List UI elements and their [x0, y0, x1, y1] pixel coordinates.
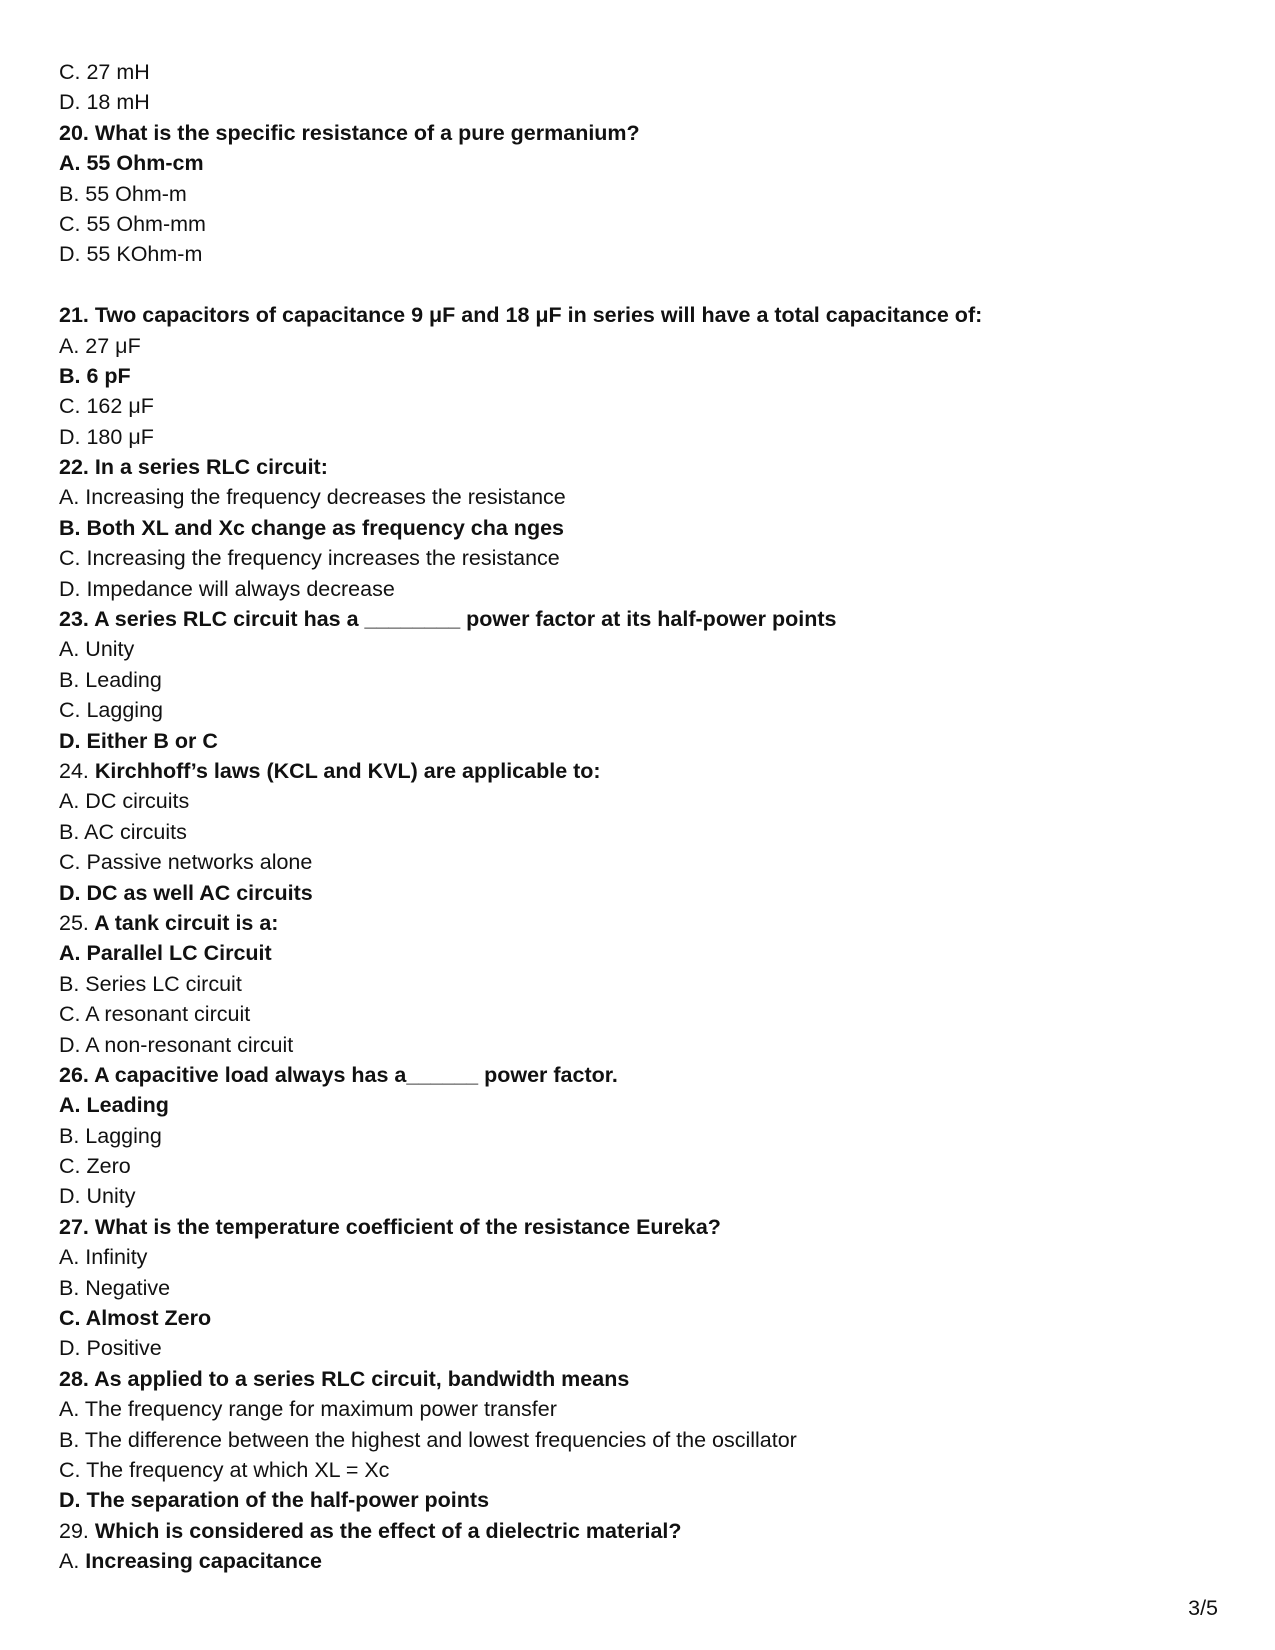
option-b-q28: B. The difference between the highest and lowest frequencies of the oscillator [59, 1427, 797, 1452]
question-number: 28. [59, 1366, 89, 1391]
option-d-q25: D. A non-resonant circuit [59, 1032, 294, 1057]
question-number: 24. [59, 758, 89, 783]
option-d-q23-answer: D. Either B or C [59, 728, 218, 753]
question-number: 20. [59, 120, 89, 145]
option-c-q22: C. Increasing the frequency increases the resistance [59, 546, 560, 571]
question-number: 23. [59, 607, 89, 632]
question-23 [59, 604, 1219, 634]
option-a-q25-answer: A. Parallel LC Circuit [59, 941, 272, 966]
option-a-q21: A. 27 μF [59, 333, 141, 358]
option-b-q21-answer: B. 6 pF [59, 363, 131, 388]
option-a-q29 [59, 1546, 1219, 1576]
option-d-q26: D. Unity [59, 1184, 136, 1209]
question-text: A capacitive load always has a______ power factor. [88, 1062, 618, 1087]
option-b-q23: B. Leading [59, 667, 162, 692]
option-a-q20-answer: A. 55 Ohm-cm [59, 151, 204, 176]
option-a-q26-answer: A. Leading [59, 1093, 169, 1118]
option-d-q19: D. 18 mH [59, 90, 150, 115]
question-25 [59, 908, 1219, 938]
page-number: 3/5 [1188, 1596, 1218, 1620]
option-c-q21: C. 162 μF [59, 394, 154, 419]
option-a-q27: A. Infinity [59, 1245, 148, 1270]
question-number: 25. [59, 910, 89, 935]
option-prefix: A. [59, 1549, 86, 1574]
option-c-q25: C. A resonant circuit [59, 1002, 251, 1027]
question-number: 22. [59, 455, 89, 480]
question-text: A series RLC circuit has a ________ power factor at its half-power points [88, 607, 837, 632]
option-d-q28-answer: D. The separation of the half-power points [59, 1488, 490, 1513]
question-text: Kirchhoff’s laws (KCL and KVL) are applicable to: [88, 758, 601, 783]
option-d-q20: D. 55 KOhm-m [59, 242, 203, 267]
option-b-q20: B. 55 Ohm-m [59, 181, 187, 206]
quiz-document [59, 57, 1219, 1577]
question-21 [59, 300, 1219, 330]
option-d-q27: D. Positive [59, 1336, 162, 1361]
option-b-q27: B. Negative [59, 1275, 171, 1300]
option-d-q24-answer: D. DC as well AC circuits [59, 880, 313, 905]
option-text-answer: Increasing capacitance [85, 1549, 322, 1574]
option-d-q21: D. 180 μF [59, 424, 154, 449]
question-text: What is the specific resistance of a pure germanium? [88, 120, 640, 145]
option-b-q24: B. AC circuits [59, 819, 187, 844]
question-text: What is the temperature coefficient of the resistance Eureka? [88, 1214, 721, 1239]
question-20 [59, 118, 1219, 148]
question-number: 26. [59, 1062, 89, 1087]
option-c-q19: C. 27 mH [59, 60, 150, 84]
option-b-q22-answer: B. Both XL and Xc change as frequency cha nges [59, 515, 564, 540]
option-a-q22: A. Increasing the frequency decreases the resistance [59, 485, 566, 510]
option-c-q23: C. Lagging [59, 698, 163, 723]
option-b-q25: B. Series LC circuit [59, 971, 242, 996]
question-27 [59, 1212, 1219, 1242]
option-c-q27-answer: C. Almost Zero [59, 1306, 212, 1331]
question-text: As applied to a series RLC circuit, bandwidth means [88, 1366, 630, 1391]
question-text: In a series RLC circuit: [88, 455, 328, 480]
question-29 [59, 1516, 1219, 1546]
question-22 [59, 452, 1219, 482]
option-a-q24: A. DC circuits [59, 789, 190, 814]
question-text: A tank circuit is a: [88, 910, 279, 935]
question-28 [59, 1364, 1219, 1394]
question-text: Two capacitors of capacitance 9 μF and 18 μF in series will have a total capacitance of: [88, 303, 983, 328]
question-text: Which is considered as the effect of a dielectric material? [88, 1518, 682, 1543]
option-c-q24: C. Passive networks alone [59, 850, 313, 875]
option-c-q20: C. 55 Ohm-mm [59, 211, 206, 236]
option-d-q22: D. Impedance will always decrease [59, 576, 395, 601]
option-c-q28: C. The frequency at which XL = Xc [59, 1457, 390, 1482]
question-26 [59, 1060, 1219, 1090]
option-c-q26: C. Zero [59, 1154, 131, 1179]
option-a-q23: A. Unity [59, 637, 135, 662]
question-number: 21. [59, 303, 89, 328]
question-number: 29. [59, 1518, 89, 1543]
question-number: 27. [59, 1214, 89, 1239]
blank-line [59, 270, 1219, 300]
option-b-q26: B. Lagging [59, 1123, 162, 1148]
question-24 [59, 756, 1219, 786]
option-a-q28: A. The frequency range for maximum power transfer [59, 1397, 557, 1422]
